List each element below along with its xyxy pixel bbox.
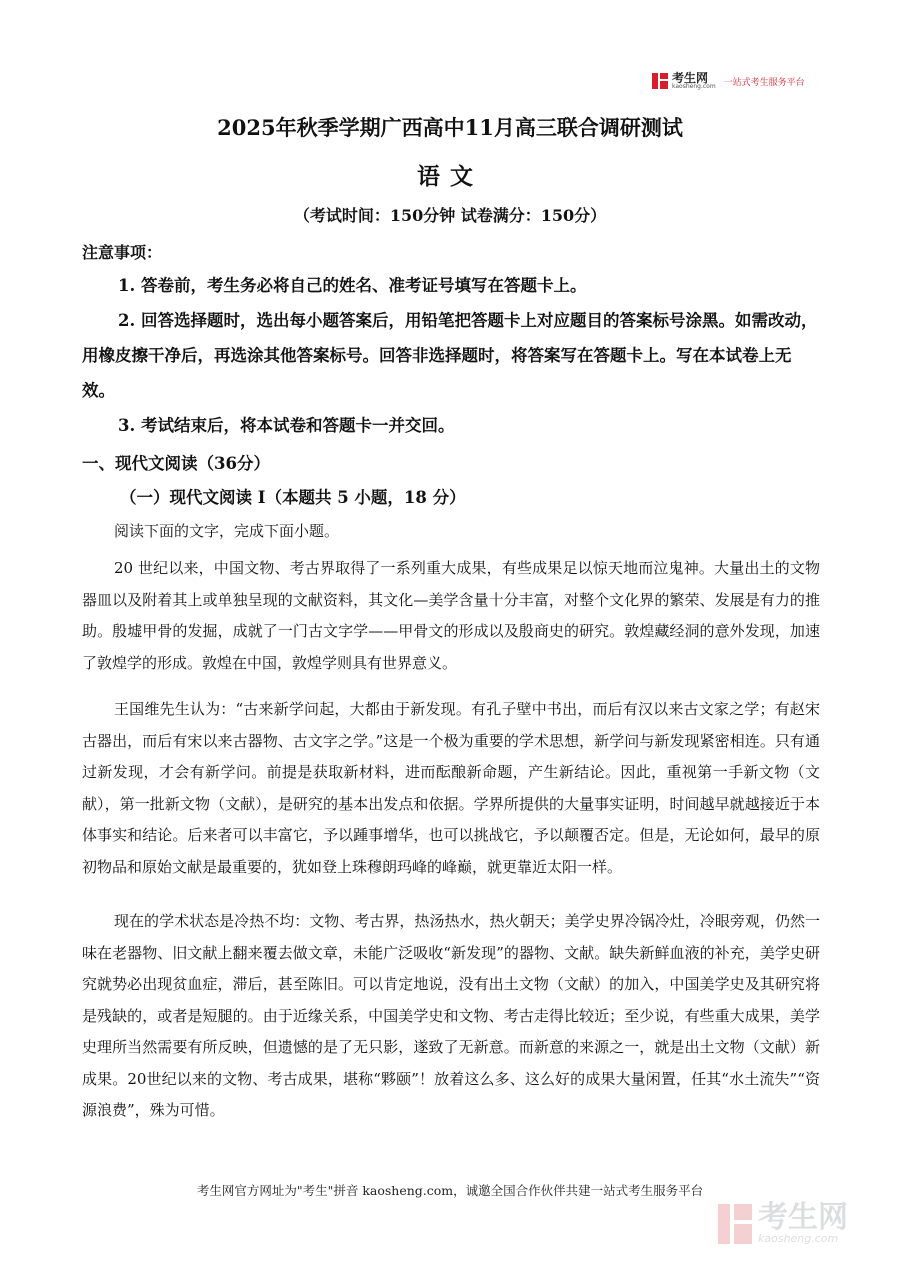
brand-name: 考生网 (672, 71, 709, 85)
brand-logo[interactable] (652, 72, 805, 90)
brand-url: kaosheng.com (672, 83, 716, 90)
reading-instruction: 阅读下面的文字，完成下面小题。 (114, 522, 340, 540)
notice-item: 3. 考试结束后，将本试卷和答题卡一并交回。 (118, 416, 455, 435)
brand-slogan: 一站式考生服务平台 (723, 77, 805, 88)
exam-title: 2025年秋季学期广西高中11月高三联合调研测试 (217, 115, 683, 140)
passage-paragraph: 王国维先生认为：“古来新学问起，大都由于新发现。有孔子壁中书出，而后有汉以来古文家之学；有赵宋古器出，而后有宋以来古器物、古文字之学。”这是一个极为重要的学术思想，新学问与新发现紧密相连。只有通过新发现，才会有新学问。前提是获取新材料，进而酝酿新命题，产生新结论。因此，重视第一手新文物（文献），第一批新文物（文献），是研究的基本出发点和依据。学界所提供的大量事实证明，时间越早就越接近于本体事实和结论。后来者可以丰富它，予以踵事增华，也可以挑战它，予以颠覆否定。但是，无论如何，最早的原初物品和原始文献是最重要的，犹如登上珠穆朗玛峰的峰巅，就更靠近太阳一样。 (82, 700, 820, 876)
watermark-url: kaosheng.com (758, 1232, 839, 1245)
section-subtitle: （一）现代文阅读 I（本题共 5 小题，18 分） (120, 488, 466, 507)
watermark-name: 考生网 (758, 1200, 848, 1235)
kaosheng-watermark-icon (718, 1204, 752, 1244)
section-title: 一、现代文阅读（36分） (82, 454, 270, 473)
watermark (718, 1200, 848, 1245)
notice-item: 1. 答卷前，考生务必将自己的姓名、准考证号填写在答题卡上。 (118, 276, 587, 295)
notice-item: 2. 回答选择题时，选出每小题答案后，用铅笔把答题卡上对应题目的答案标号涂黑。如需改动，用橡皮擦干净后，再选涂其他答案标号。回答非选择题时，将答案写在答题卡上。写在本试卷上无效。 (82, 311, 818, 400)
kaosheng-logo-icon (652, 73, 668, 89)
exam-subject: 语文 (417, 163, 483, 190)
page-footer: 考生网官方网址为"考生"拼音 kaosheng.com，诚邀全国合作伙伴共建一站式考生服务平台 (196, 1183, 704, 1198)
passage-paragraph: 20 世纪以来，中国文物、考古界取得了一系列重大成果，有些成果足以惊天地而泣鬼神。大量出土的文物器皿以及附着其上或单独呈现的文献资料，其文化—美学含量十分丰富，对整个文化界的繁荣、发展是有力的推助。殷墟甲骨的发掘，成就了一门古文字学——甲骨文的形成以及殷商史的研究。敦煌藏经洞的意外发现，加速了敦煌学的形成。敦煌在中国，敦煌学则具有世界意义。 (82, 559, 820, 672)
passage-paragraph: 现在的学术状态是冷热不均：文物、考古界，热汤热水，热火朝天；美学史界冷锅冷灶，冷眼旁观，仍然一味在老器物、旧文献上翻来覆去做文章，未能广泛吸收“新发现”的器物、文献。缺失新鲜血液的补充，美学史研究就势必出现贫血症，滞后，甚至陈旧。可以肯定地说，没有出土文物（文献）的加入，中国美学史及其研究将是残缺的，或者是短腿的。由于近缘关系，中国美学史和文物、考古走得比较近；至少说，有些重大成果，美学史理所当然需要有所反映，但遗憾的是了无只影，遂致了无新意。而新意的来源之一，就是出土文物（文献）新成果。20世纪以来的文物、考古成果，堪称“夥颐”！放着这么多、这么好的成果大量闲置，任其“水土流失”“资源浪费”，殊为可惜。 (82, 912, 820, 1119)
exam-info: （考试时间：150分钟 试卷满分：150分） (293, 206, 607, 225)
notice-heading: 注意事项： (82, 243, 163, 262)
